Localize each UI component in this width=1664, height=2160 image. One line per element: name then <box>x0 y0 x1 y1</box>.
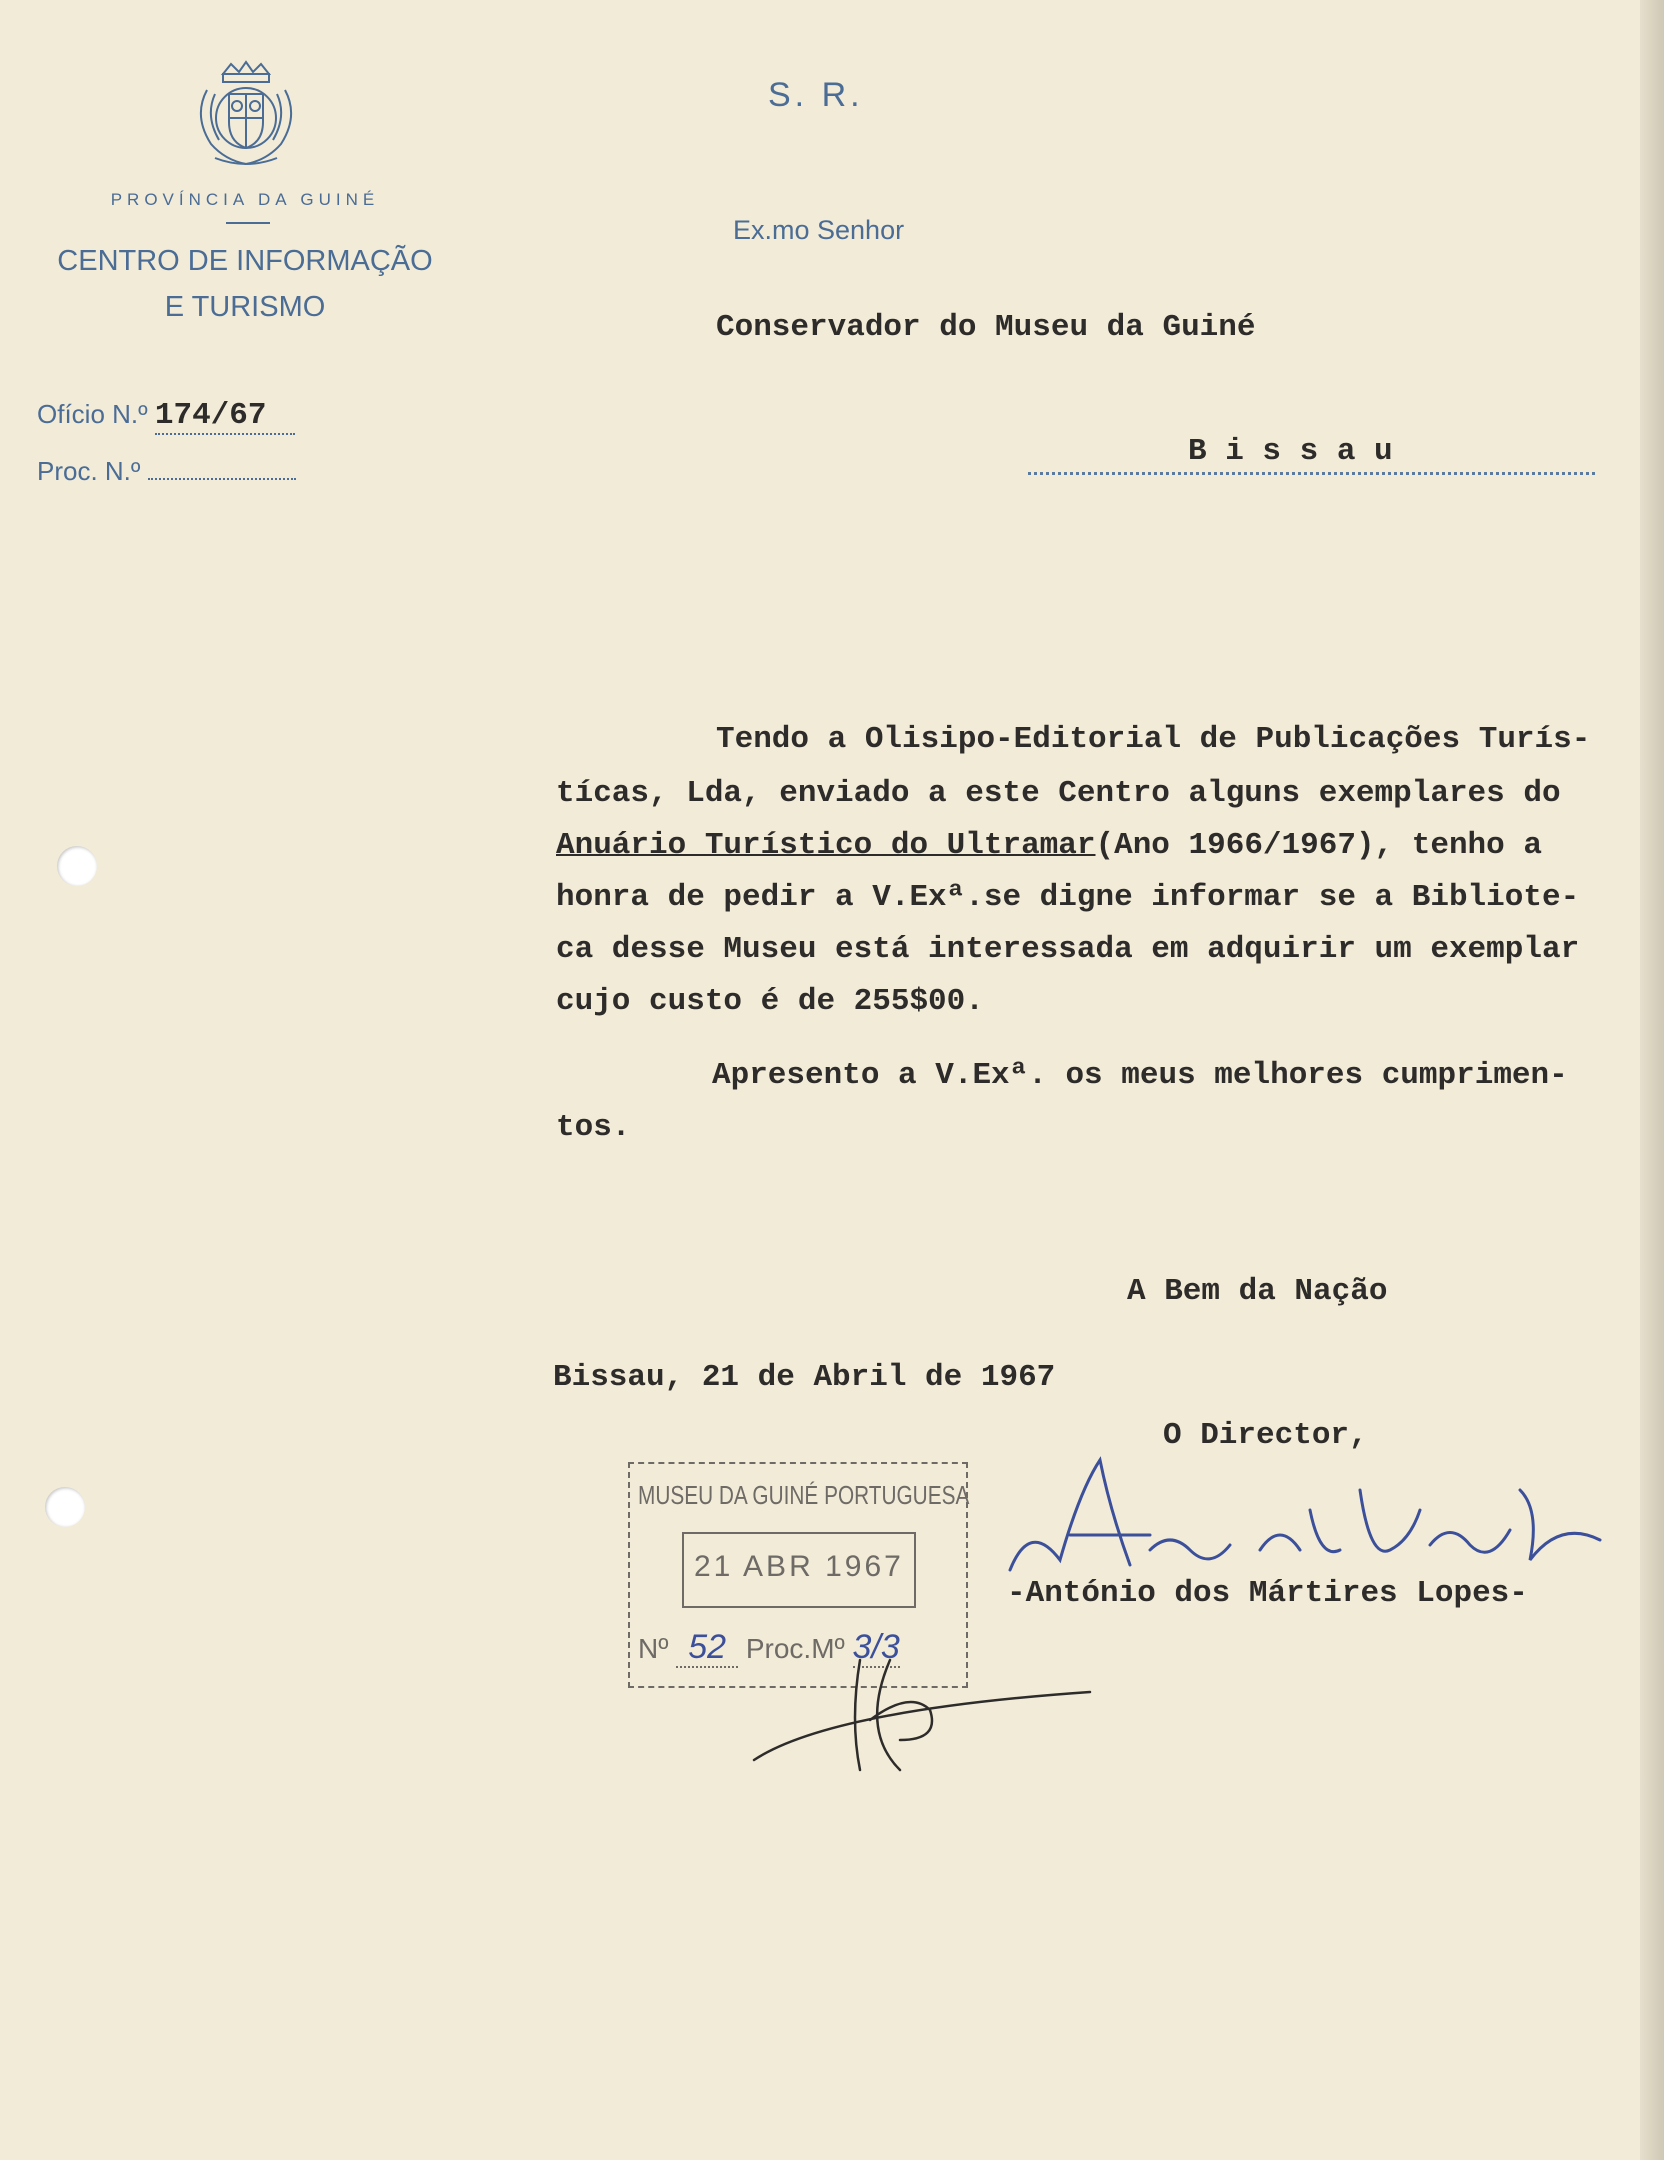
stamp-proc-value: 3/3 <box>852 1628 900 1666</box>
body-line-3 <box>556 828 1542 863</box>
body-line-4: honra de pedir a V.Exª.se digne informar se a Bibliote- <box>556 880 1580 915</box>
proc-number-field <box>148 454 296 480</box>
signatory-role: O Director, <box>1163 1418 1368 1453</box>
publication-title: Anuário Turístico do Ultramar <box>556 828 1096 863</box>
place-date: Bissau, 21 de Abril de 1967 <box>553 1360 1056 1395</box>
oficio-number-field <box>155 398 295 435</box>
stamp-date: 21 ABR 1967 <box>694 1550 904 1583</box>
body-line-6: cujo custo é de 255$00. <box>556 984 984 1019</box>
body-line-2: tícas, Lda, enviado a este Centro alguns exemplares do <box>556 776 1561 811</box>
proc-label: Proc. N.º <box>37 456 141 486</box>
proc-number-row <box>37 454 296 487</box>
signatory-name: -António dos Mártires Lopes- <box>1007 1576 1528 1611</box>
body-line-5: ca desse Museu está interessada em adquirir um exemplar <box>556 932 1580 967</box>
province-label: PROVÍNCIA DA GUINÉ <box>110 190 380 209</box>
body-line-3-rest: (Ano 1966/1967), tenho a <box>1095 828 1542 863</box>
centre-name-line1: CENTRO DE INFORMAÇÃO <box>57 245 433 277</box>
body-line-1: Tendo a Olisipo-Editorial de Publicações Turís- <box>716 722 1591 757</box>
oficio-label: Ofício N.º <box>37 399 148 429</box>
centre-name <box>20 238 470 330</box>
city-underline <box>1028 472 1595 475</box>
stamp-proc-label: Proc.Mº <box>745 1633 845 1664</box>
sr-mark: S. R. <box>768 76 864 114</box>
salutation: Ex.mo Senhor <box>733 215 905 245</box>
oficio-number-row <box>37 398 295 435</box>
stamp-no-value: 52 <box>676 1628 738 1668</box>
oficio-number: 174/67 <box>154 398 267 433</box>
page-edge-shadow <box>1640 0 1664 2160</box>
coat-of-arms-icon <box>185 60 307 172</box>
punch-hole-top <box>57 846 97 886</box>
centre-name-line2: E TURISMO <box>164 291 326 323</box>
stamp-initials <box>750 1650 1110 1780</box>
addressee-city: B i s s a u <box>1188 434 1393 469</box>
punch-hole-bottom <box>45 1487 85 1527</box>
director-signature <box>1000 1450 1610 1590</box>
stamp-no-label: Nº <box>638 1633 669 1664</box>
letterhead-divider <box>226 222 270 224</box>
body-line-8: tos. <box>556 1110 631 1145</box>
addressee-title: Conservador do Museu da Guiné <box>716 310 1256 345</box>
closing-motto: A Bem da Nação <box>1127 1274 1388 1309</box>
body-line-7: Apresento a V.Exª. os meus melhores cumprimen- <box>712 1058 1568 1093</box>
stamp-museum: MUSEU DA GUINÉ PORTUGUESA <box>638 1480 970 1510</box>
